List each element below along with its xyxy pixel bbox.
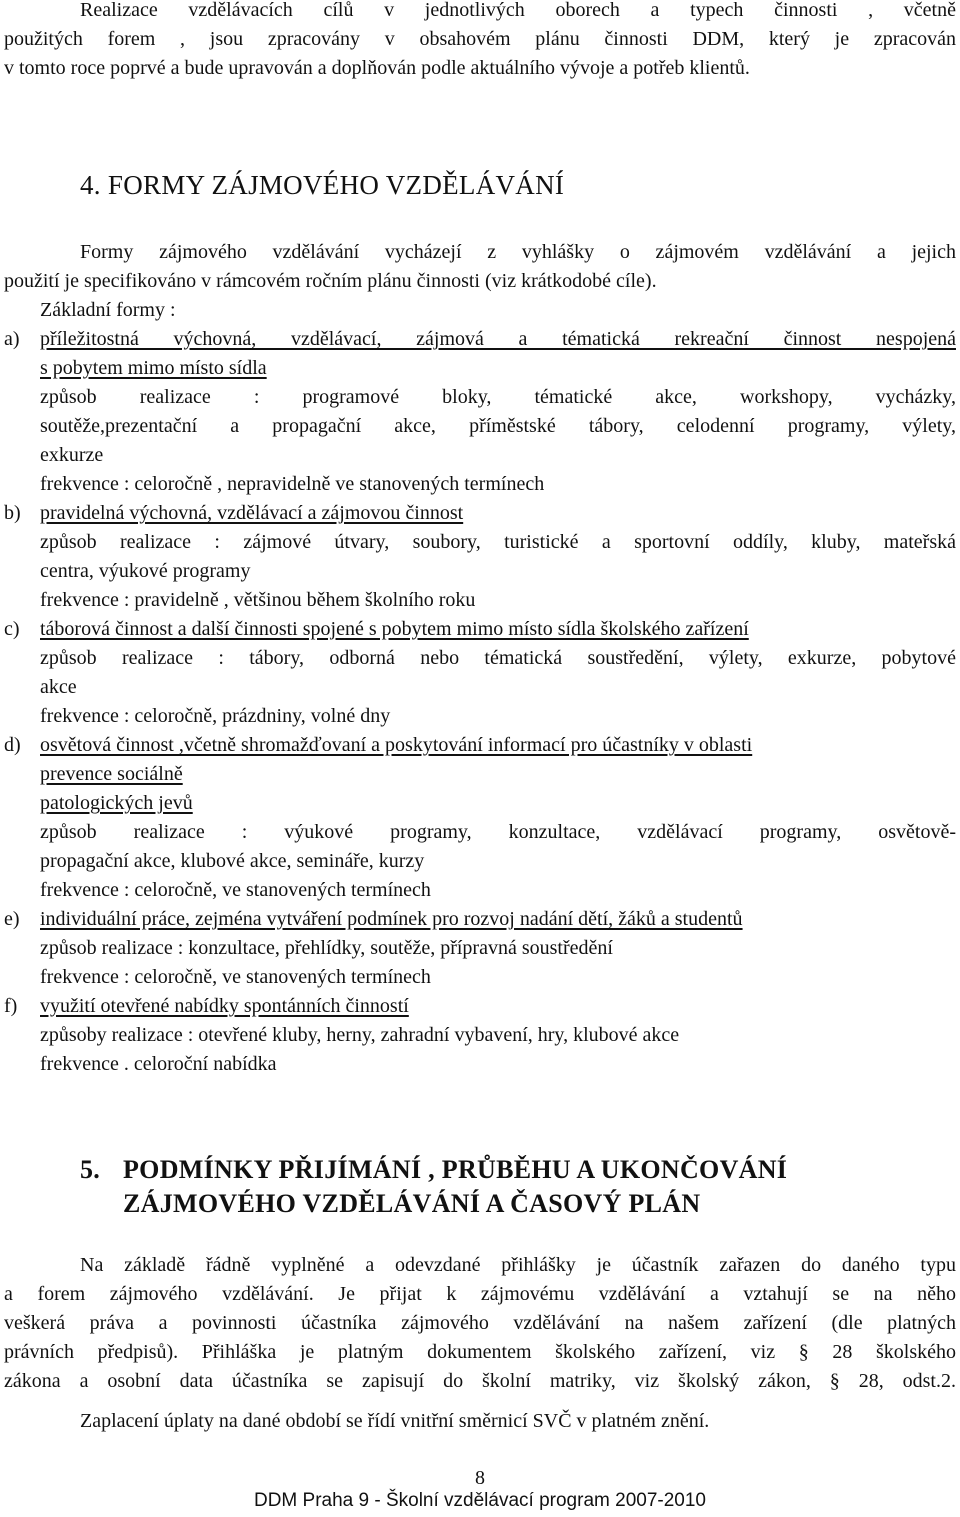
item-title: osvětová činnost ,včetně shromažďovaní a poskytování informací pro účastníky v oblasti (40, 734, 753, 756)
list-item-f (4, 992, 956, 1079)
item-method: způsob realizace : konzultace, přehlídky, soutěže, přípravná soustředění (40, 937, 613, 959)
item-title: táborová činnost a další činnosti spojené s pobytem mimo místo sídla školského zařízení (40, 618, 749, 640)
section-4-paragraph (4, 238, 956, 325)
list-item-a (4, 325, 956, 499)
item-method: centra, výukové programy (40, 560, 251, 582)
section-5-number: 5. (80, 1155, 101, 1184)
section-5-title-line-1: PODMÍNKY PŘIJÍMÁNÍ , PRŮBĚHU A UKONČOVÁNÍ (123, 1155, 788, 1184)
list-marker: a) (4, 328, 20, 350)
section-5-paragraph (4, 1251, 956, 1396)
intro-line-1: Realizace vzdělávacích cílů v jednotlivých oborech a typech činnosti , včetně (80, 0, 956, 21)
list-marker: d) (4, 734, 21, 756)
item-frequency: frekvence : celoročně, ve stanovených termínech (40, 966, 431, 988)
item-method: exkurze (40, 444, 104, 466)
item-title: příležitostná výchovná, vzdělávací, zájmová a tématická rekreační činnost nespojená (40, 328, 956, 350)
item-title: s pobytem mimo místo sídla (40, 357, 267, 379)
item-title: individuální práce, zejména vytváření podmínek pro rozvoj nadání dětí, žáků a studentů (40, 908, 743, 930)
list-marker: e) (4, 908, 20, 930)
forms-list (4, 325, 956, 1079)
intro-paragraph (4, 0, 956, 83)
item-method: způsob realizace : výukové programy, konzultace, vzdělávací programy, osvětově- (40, 821, 956, 843)
section-5-line-1: Na základě řádně vyplněné a odevzdané přihlášky je účastník zařazen do daného typu (80, 1254, 956, 1276)
item-title: prevence sociálně (40, 763, 183, 785)
section-5-heading (80, 1153, 787, 1221)
item-frequency: frekvence . celoroční nabídka (40, 1053, 277, 1075)
list-item-c (4, 615, 956, 731)
list-item-b (4, 499, 956, 615)
list-marker: f) (4, 995, 18, 1017)
section-5-line-2: a forem zájmového vzdělávání. Je přijat k zájmovému vzdělávání a vztahují se na něho (4, 1283, 956, 1305)
intro-line-3: v tomto roce poprvé a bude upravován a doplňován podle aktuálního vývoje a potřeb klientů. (4, 57, 750, 79)
footer-text: DDM Praha 9 - Školní vzdělávací program 2007-2010 (253, 1490, 706, 1511)
section-5-line-4: právních předpisů). Přihláška je platným dokumentem školského zařízení, viz § 28 školského (4, 1341, 956, 1363)
payment-paragraph (4, 1407, 956, 1436)
item-method: akce (40, 676, 77, 698)
payment-line: Zaplacení úplaty na dané období se řídí vnitřní směrnicí SVČ v platném znění. (80, 1410, 710, 1432)
section-5-line-3: veškerá práva a povinnosti účastníka zájmového vzdělávání na našem zařízení (dle platných (4, 1312, 956, 1334)
item-frequency: frekvence : celoročně, ve stanovených termínech (40, 879, 431, 901)
section-5-title-line-2: ZÁJMOVÉHO VZDĚLÁVÁNÍ A ČASOVÝ PLÁN (123, 1189, 701, 1218)
item-title: pravidelná výchovná, vzdělávací a zájmovou činnost (40, 502, 464, 524)
item-method: způsob realizace : zájmové útvary, soubory, turistické a sportovní oddíly, kluby, mateřská (40, 531, 956, 553)
item-method: soutěže,prezentační a propagační akce, příměstské tábory, celodenní programy, výlety, (40, 415, 956, 437)
item-method: propagační akce, klubové akce, semináře, kurzy (40, 850, 425, 872)
page-number: 8 (475, 1467, 485, 1489)
item-title: využití otevřené nabídky spontánních činností (40, 995, 409, 1017)
list-item-d (4, 731, 956, 905)
item-frequency: frekvence : pravidelně , většinou během školního roku (40, 589, 476, 611)
item-method: způsob realizace : tábory, odborná nebo tématická soustředění, výlety, exkurze, pobytové (40, 647, 956, 669)
list-item-e (4, 905, 956, 992)
list-marker: c) (4, 618, 20, 640)
item-frequency: frekvence : celoročně, prázdniny, volné dny (40, 705, 391, 727)
intro-line-2: použitých forem , jsou zpracovány v obsahovém plánu činnosti DDM, který je zpracován (4, 28, 956, 50)
list-marker: b) (4, 502, 21, 524)
item-method: způsoby realizace : otevřené kluby, herny, zahradní vybavení, hry, klubové akce (40, 1024, 680, 1046)
item-method: způsob realizace : programové bloky, tématické akce, workshopy, vycházky, (40, 386, 956, 408)
section-5-line-5: zákona a osobní data účastníka se zapisují do školní matriky, viz školský zákon, § 28, odst.2. (4, 1370, 956, 1392)
item-title: patologických jevů (40, 792, 193, 814)
section-4-line-2: použití je specifikováno v rámcovém ročním plánu činnosti (viz krátkodobé cíle). (4, 270, 657, 292)
section-4-line-1: Formy zájmového vzdělávání vycházejí z vyhlášky o zájmovém vzdělávání a jejich (80, 241, 956, 263)
basic-forms-label: Základní formy : (40, 299, 176, 321)
section-4-heading: 4. FORMY ZÁJMOVÉHO VZDĚLÁVÁNÍ (80, 170, 565, 200)
item-frequency: frekvence : celoročně , nepravidelně ve stanovených termínech (40, 473, 545, 495)
